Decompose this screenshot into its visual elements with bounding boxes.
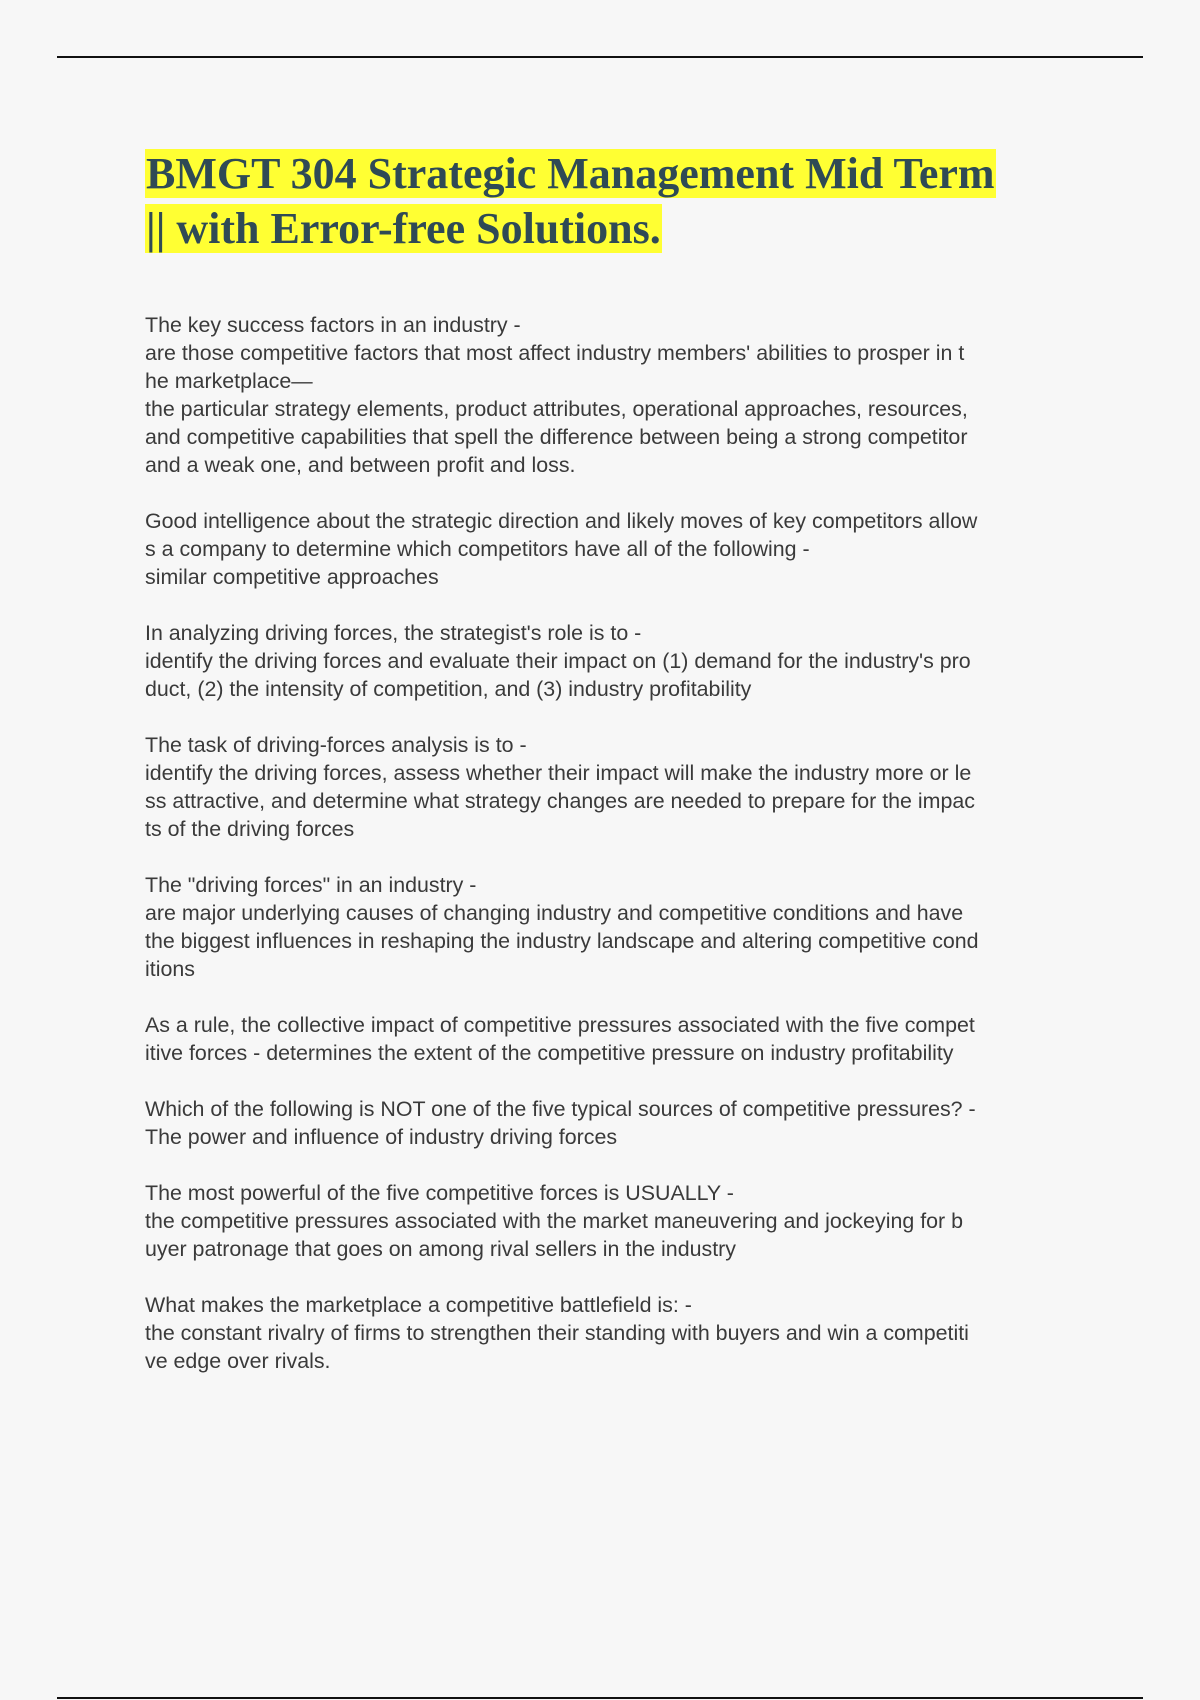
answer-text: are those competitive factors that most affect industry members' abilities to prosper in t he marketplace— the particular strategy elements, product attributes, operational approaches, resources, and competitive capabilities that spell the difference between being a strong competitor and a weak one, and between profit and loss.	[145, 341, 968, 477]
qa-list	[145, 311, 1090, 1375]
answer-text: identify the driving forces, assess whether their impact will make the industry more or le ss attractive, and determine what strategy changes are needed to prepare for the impac ts of the driving forces	[145, 761, 975, 841]
question-text: The task of driving-forces analysis is to -	[145, 733, 527, 757]
answer-text: identify the driving forces and evaluate their impact on (1) demand for the industry's pro duct, (2) the intensity of competition, and (3) industry profitability	[145, 649, 971, 701]
document-content	[145, 146, 1090, 1403]
question-text: Which of the following is NOT one of the five typical sources of competitive pressures? -	[145, 1097, 976, 1121]
answer-text: similar competitive approaches	[145, 565, 439, 589]
qa-item	[145, 1179, 1090, 1263]
top-divider	[57, 56, 1143, 58]
question-text: The key success factors in an industry -	[145, 313, 521, 337]
qa-item	[145, 311, 1090, 479]
qa-item	[145, 1291, 1090, 1375]
question-text: The "driving forces" in an industry -	[145, 873, 477, 897]
qa-item	[145, 1095, 1090, 1151]
title-line-2: || with Error-free Solutions.	[146, 204, 661, 253]
question-text: Good intelligence about the strategic direction and likely moves of key competitors allow s a company to determine which competitors have all of the following -	[145, 509, 978, 561]
bottom-divider	[57, 1697, 1143, 1699]
title-line-1: BMGT 304 Strategic Management Mid Term	[146, 149, 995, 198]
qa-item	[145, 619, 1090, 703]
qa-item	[145, 1011, 1090, 1067]
answer-text: are major underlying causes of changing industry and competitive conditions and have the biggest influences in reshaping the industry landscape and altering competitive cond itions	[145, 901, 979, 981]
qa-item	[145, 871, 1090, 983]
question-text: The most powerful of the five competitive forces is USUALLY -	[145, 1181, 734, 1205]
question-text: As a rule, the collective impact of competitive pressures associated with the five compet itive forces - determines the extent of the competitive pressure on industry profitability	[145, 1013, 975, 1065]
document-title	[145, 146, 1090, 256]
qa-item	[145, 507, 1090, 591]
question-text: In analyzing driving forces, the strategist's role is to -	[145, 621, 642, 645]
question-text: What makes the marketplace a competitive battlefield is: -	[145, 1293, 692, 1317]
answer-text: the constant rivalry of firms to strengthen their standing with buyers and win a competiti ve edge over rivals.	[145, 1321, 969, 1373]
answer-text: the competitive pressures associated with the market maneuvering and jockeying for b uyer patronage that goes on among rival sellers in the industry	[145, 1209, 964, 1261]
qa-item	[145, 731, 1090, 843]
answer-text: The power and influence of industry driving forces	[145, 1125, 618, 1149]
